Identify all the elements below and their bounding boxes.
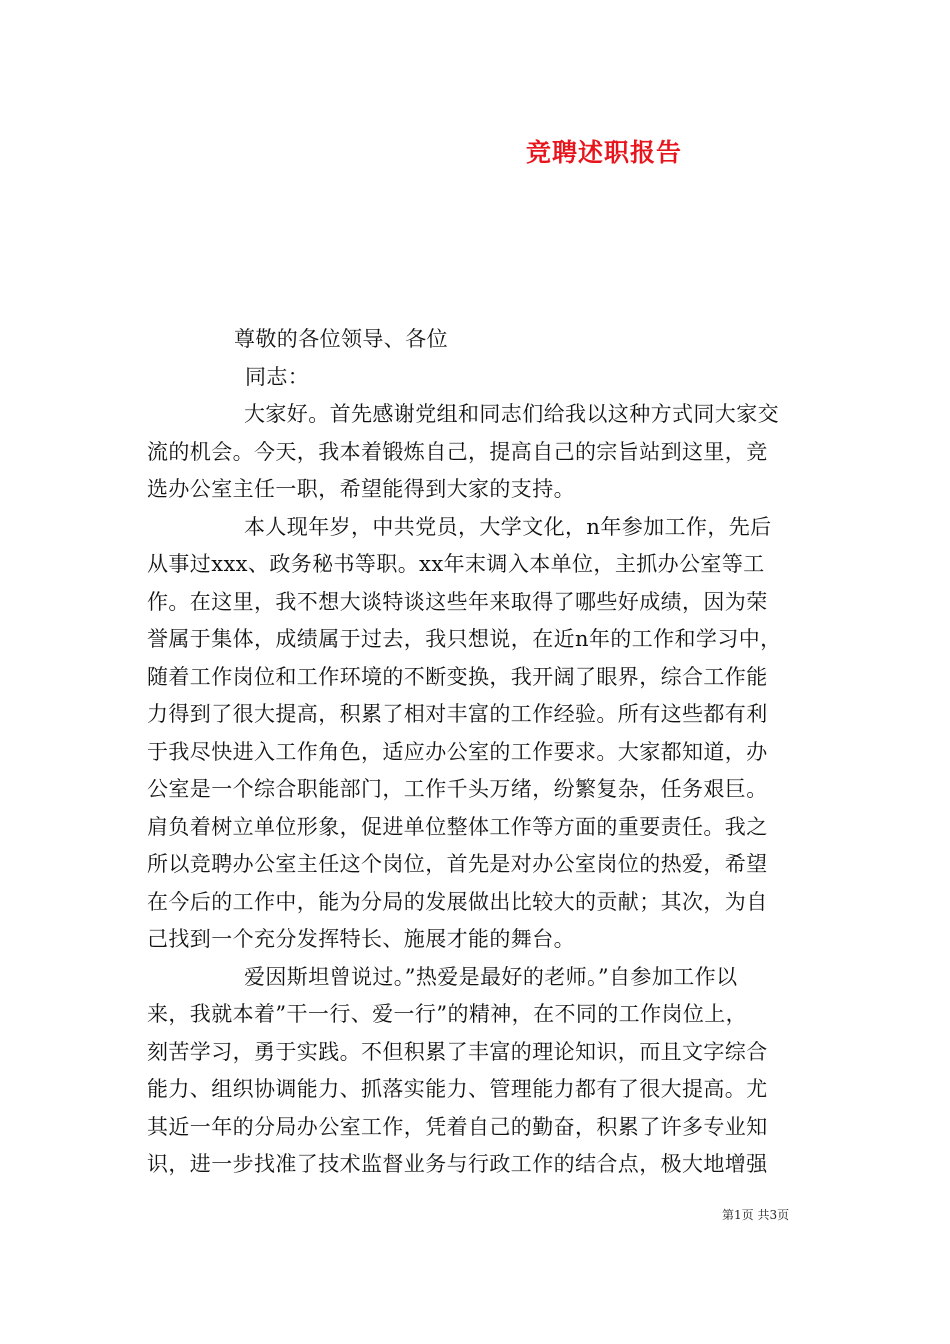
paragraph-line: 大家好。首先感谢党组和同志们给我以这种方式同大家交 bbox=[244, 402, 779, 426]
paragraph-line: 己找到一个充分发挥特长、施展才能的舞台。 bbox=[147, 927, 575, 951]
paragraph-line: 爱因斯坦曾说过。”热爱是最好的老师。”自参加工作以 bbox=[244, 965, 738, 989]
paragraph-line: 力得到了很大提高，积累了相对丰富的工作经验。所有这些都有利 bbox=[147, 702, 768, 726]
paragraph-line: 公室是一个综合职能部门，工作千头万绪，纷繁复杂，任务艰巨。 bbox=[147, 777, 768, 801]
paragraph-line: 从事过xxx、政务秘书等职。xx年末调入本单位，主抓办公室等工 bbox=[147, 552, 765, 576]
paragraph-line: 所以竞聘办公室主任这个岗位，首先是对办公室岗位的热爱，希望 bbox=[147, 852, 768, 876]
paragraph-line: 来，我就本着”干一行、爱一行”的精神，在不同的工作岗位上， bbox=[147, 1002, 748, 1026]
paragraph-line: 选办公室主任一职，希望能得到大家的支持。 bbox=[147, 477, 575, 501]
paragraph-line: 在今后的工作中，能为分局的发展做出比较大的贡献；其次，为自 bbox=[147, 890, 768, 914]
paragraph-line: 随着工作岗位和工作环境的不断变换，我开阔了眼界，综合工作能 bbox=[147, 665, 768, 689]
paragraph-line: 肩负着树立单位形象，促进单位整体工作等方面的重要责任。我之 bbox=[147, 815, 768, 839]
paragraph-line: 本人现年岁，中共党员，大学文化，n年参加工作，先后 bbox=[244, 515, 772, 539]
paragraph-line: 流的机会。今天，我本着锻炼自己，提高自己的宗旨站到这里，竞 bbox=[147, 440, 768, 464]
salutation-line: 同志： bbox=[245, 365, 310, 389]
salutation-line: 尊敬的各位领导、各位 bbox=[234, 327, 448, 351]
paragraph-line: 刻苦学习，勇于实践。不但积累了丰富的理论知识，而且文字综合 bbox=[147, 1040, 768, 1064]
paragraph-line: 识，进一步找准了技术监督业务与行政工作的结合点，极大地增强 bbox=[147, 1152, 768, 1176]
paragraph-line: 誉属于集体，成绩属于过去，我只想说，在近n年的工作和学习中， bbox=[147, 627, 782, 651]
paragraph-line: 能力、组织协调能力、抓落实能力、管理能力都有了很大提高。尤 bbox=[147, 1077, 768, 1101]
paragraph-line: 于我尽快进入工作角色，适应办公室的工作要求。大家都知道，办 bbox=[147, 740, 768, 764]
page-number-footer: 第1页 共3页 bbox=[722, 1208, 790, 1222]
paragraph-line: 作。在这里，我不想大谈特谈这些年来取得了哪些好成绩，因为荣 bbox=[147, 590, 768, 614]
document-title: 竞聘述职报告 bbox=[526, 138, 683, 167]
paragraph-line: 其近一年的分局办公室工作，凭着自己的勤奋，积累了许多专业知 bbox=[147, 1115, 768, 1139]
